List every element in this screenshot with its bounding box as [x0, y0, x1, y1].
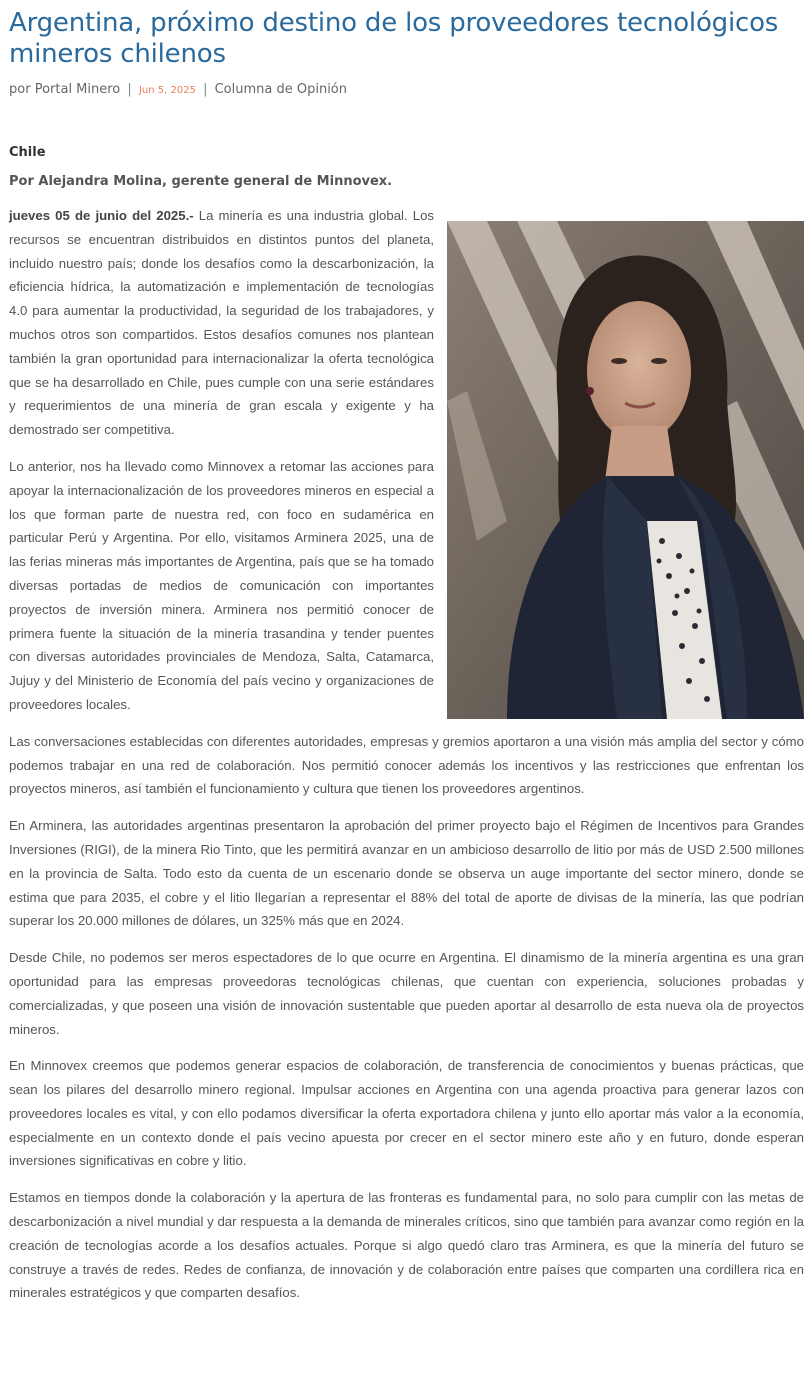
lead-date: jueves 05 de junio del 2025.-: [9, 208, 194, 223]
paragraph: Las conversaciones establecidas con diferentes autoridades, empresas y gremios aportaron a una visión más amplia del sector y cómo podemos trabajar en una red de colaboración. Nos permitió conocer además los incentivos y las restricciones que enfrentan los proyectos mineros, así también el funcionamiento y cultura que tienen los proveedores argentinos.: [9, 733, 804, 797]
paragraph: En Arminera, las autoridades argentinas presentaron la aprobación del primer proyecto bajo el Régimen de Incentivos para Grandes Inversiones (RIGI), de la minera Rio Tinto, que les permitirá avanzar en un ambicioso desarrollo de litio por más de USD 2.500 millones en la provincia de Salta. Todo esto da cuenta de un escenario donde se observa un auge importante del sector minero, donde se estima que para 2035, el cobre y el litio llegarían a representar el 88% del total de aporte de divisas de la minería, las que podrían superar los 20.000 millones de dólares, un 325% más que en 2024.: [9, 818, 804, 929]
paragraph-text: La minería es una industria global. Los recursos se encuentran distribuidos en distintos puntos del planeta, incluido nuestro país; donde los desafíos como la descarbonización, la eficiencia hídrica, la automatización e implementación de tecnologías 4.0 para aumentar la productividad, la seguridad de los trabajadores, y muchos otros son compartidos. Estos desafíos comunes nos plantean también la gran oportunidad para internacionalizar la oferta tecnológica que se ha desarrollado en Chile, pues cumple con una serie estándares y requerimientos de una minería de gran escala y exigente y ha demostrado ser competitiva.: [9, 208, 435, 438]
article-body: [9, 204, 804, 1305]
post-meta: [9, 82, 804, 100]
meta-separator: |: [203, 82, 208, 97]
paragraph: Estamos en tiempos donde la colaboración y la apertura de las fronteras es fundamental para, no solo para cumplir con las metas de descarbonización a nivel mundial y dar respuesta a la demanda de minerales críticos, sino que también para avanzar como región en la creación de tecnologías acorde a los desafíos actuales. Porque si algo quedó claro tras Arminera, es que la minería del futuro se construye a través de redes. Redes de confianza, de innovación y de colaboración entre países que comparten una cordillera rica en minerales estratégicos y que comparten desafíos.: [9, 1190, 804, 1301]
author-photo: [447, 221, 804, 719]
paragraph: Lo anterior, nos ha llevado como Minnovex a retomar las acciones para apoyar la internacionalización de los proveedores mineros en especial a los que forman parte de nuestra red, con foco en sudamérica en particular Perú y Argentina. Por ello, visitamos Arminera 2025, una de las ferias mineras más importantes de Argentina, país que se ha tomado diversas portadas de medios de comunicación con importantes proyectos de inversión minera. Arminera nos permitió conocer de primera fuente la situación de la minería trasandina y tender puentes con diversas autoridades provinciales de Mendoza, Salta, Catamarca, Jujuy y del Ministerio de Economía del país vecino y organizaciones de proveedores locales.: [9, 458, 434, 712]
paragraph: Desde Chile, no podemos ser meros espectadores de lo que ocurre en Argentina. El dinamismo de la minería argentina es una gran oportunidad para las empresas proveedoras tecnológicas chilenas, que cuentan con experiencia, soluciones probadas y comercializadas, y que poseen una visión de innovación sustentable que pueden aportar al desarrollo de esta nueva ola de proyectos mineros.: [9, 950, 804, 1037]
paragraph: En Minnovex creemos que podemos generar espacios de colaboración, de transferencia de conocimientos y buenas prácticas, que sean los pilares del desarrollo minero regional. Impulsar acciones en Argentina con una agenda proactiva para generar lazos con proveedores locales es vital, y con ello podamos diversificar la oferta exportadora chilena y junto ello aportar más valor a la economía, especialmente en un contexto donde el país vecino apuesta por crecer en el sector minero este año y en futuro, donde esperan inversiones significativas en cobre y litio.: [9, 1058, 804, 1169]
country-label: Chile: [9, 145, 46, 160]
meta-prefix: por: [9, 82, 31, 97]
author-link[interactable]: Portal Minero: [34, 82, 121, 97]
author-portrait-image: [447, 221, 804, 719]
category-link[interactable]: Columna de Opinión: [214, 82, 347, 97]
meta-separator: |: [127, 82, 132, 97]
article-title: Argentina, próximo destino de los proveedores tecnológicos mineros chilenos: [9, 8, 779, 69]
post-date: Jun 5, 2025: [138, 85, 196, 96]
byline: Por Alejandra Molina, gerente general de Minnovex.: [9, 174, 393, 189]
